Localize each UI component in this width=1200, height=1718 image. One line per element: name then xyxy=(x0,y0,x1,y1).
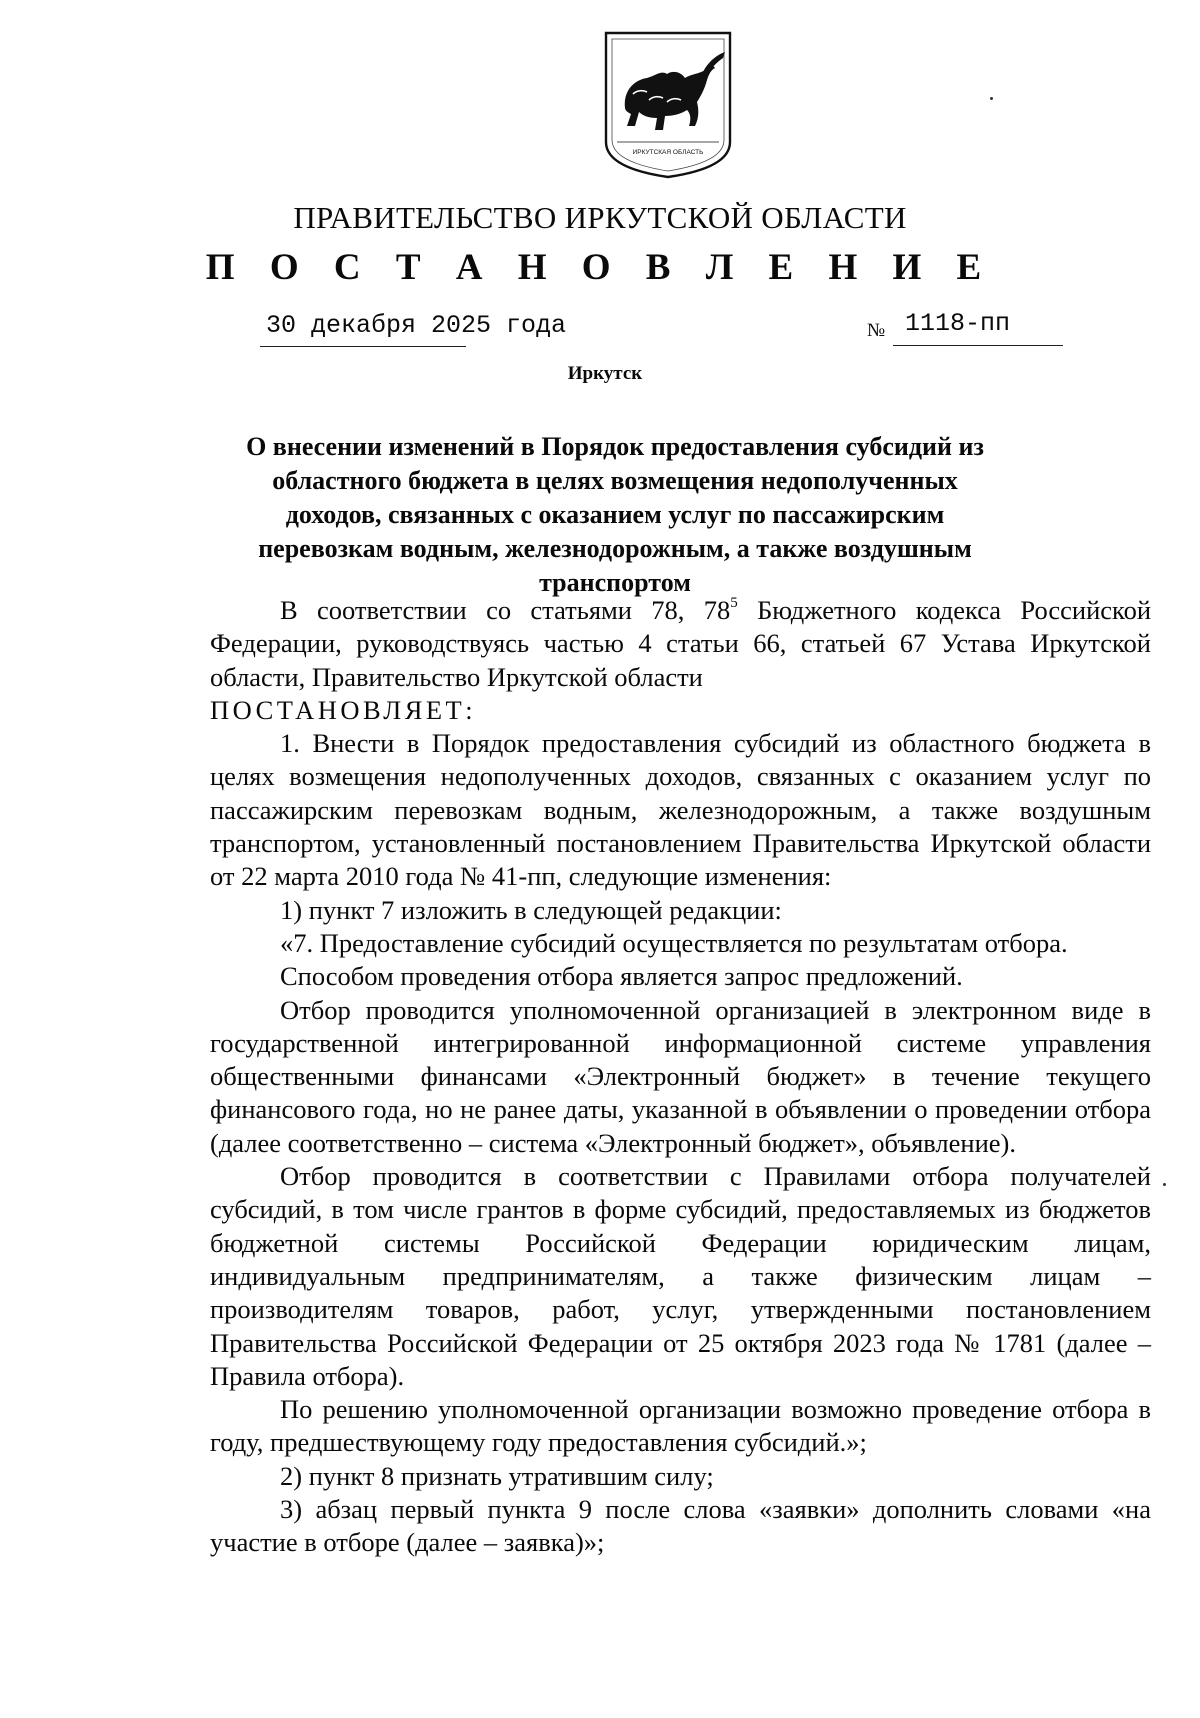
number-sign: № xyxy=(867,320,886,341)
emblem-inscription: ИРКУТСКАЯ ОБЛАСТЬ xyxy=(632,149,704,156)
decree-body xyxy=(210,594,1151,1560)
paragraph-2: 1) пункт 7 изложить в следующей редакции: xyxy=(280,894,782,925)
paragraph-7: По решению уполномоченной организации возможно проведение отбора в году, предшествующему году предоставления субсидий.»; xyxy=(210,1394,1151,1458)
preamble: В соответствии со статьями 78, $78^5$ Бюджетного кодекса Российской Федерации, руководствуясь частью 4 статьи 66, статьей 67 Устава Иркутской области, Правительство Иркутской области xyxy=(210,595,1151,692)
decree-title: О внесении изменений в Порядок предоставления субсидий из областного бюджета в целях возмещения недополученных доходов, связанных с оказанием услуг по пассажирским перевозкам водным, железнодорожным, а также воздушным транспортом xyxy=(246,432,984,597)
government-name: ПРАВИТЕЛЬСТВО ИРКУТСКОЙ ОБЛАСТИ xyxy=(293,200,907,235)
paragraph-8: 2) пункт 8 признать утратившим силу; xyxy=(280,1460,714,1491)
scan-artifact xyxy=(990,97,993,100)
paragraph-9: 3) абзац первый пункта 9 после слова «заявки» дополнить словами «на участие в отборе (далее – заявка)»; xyxy=(210,1494,1151,1558)
number-underline xyxy=(893,345,1063,346)
coat-of-arms-icon xyxy=(603,30,733,180)
decree-date: 30 декабря 2025 года xyxy=(266,311,567,340)
scan-artifact xyxy=(1163,1183,1166,1186)
paragraph-6: Отбор проводится в соответствии с Правилами отбора получателей субсидий, в том числе грантов в форме субсидий, предоставляемых из бюджетов бюджетной системы Российской Федерации юридическим лицам, индивидуальным предпринимателям, а также физическим лицам – производителям товаров, работ, услуг, утвержденными постановлением Правительства Российской Федерации от 25 октября 2023 года № 1781 (далее – Правила отбора). xyxy=(210,1161,1151,1391)
decree-number: 1118-пп xyxy=(905,309,1011,338)
date-underline xyxy=(260,346,466,347)
resolves-heading: ПОСТАНОВЛЯЕТ: xyxy=(210,694,477,725)
paragraph-5: Отбор проводится уполномоченной организацией в электронном виде в государственной интегрированной информационной системе управления общественными финансами «Электронный бюджет» в течение текущего финансового года, но не ранее даты, указанной в объявлении о проведении отбора (далее соответственно – система «Электронный бюджет», объявление). xyxy=(210,994,1151,1158)
document-type: П О С Т А Н О В Л Е Н И Е xyxy=(205,247,995,288)
paragraph-3: «7. Предоставление субсидий осуществляется по результатам отбора. xyxy=(280,927,1068,958)
city-name: Иркутск xyxy=(567,363,643,384)
paragraph-1: 1. Внести в Порядок предоставления субсидий из областного бюджета в целях возмещения недополученных доходов, связанных с оказанием услуг по пассажирским перевозкам водным, железнодорожным, а также воздушным транспортом, установленный постановлением Правительства Иркутской области от 22 марта 2010 года № 41-пп, следующие изменения: xyxy=(210,728,1151,892)
paragraph-4: Способом проведения отбора является запрос предложений. xyxy=(280,961,963,992)
